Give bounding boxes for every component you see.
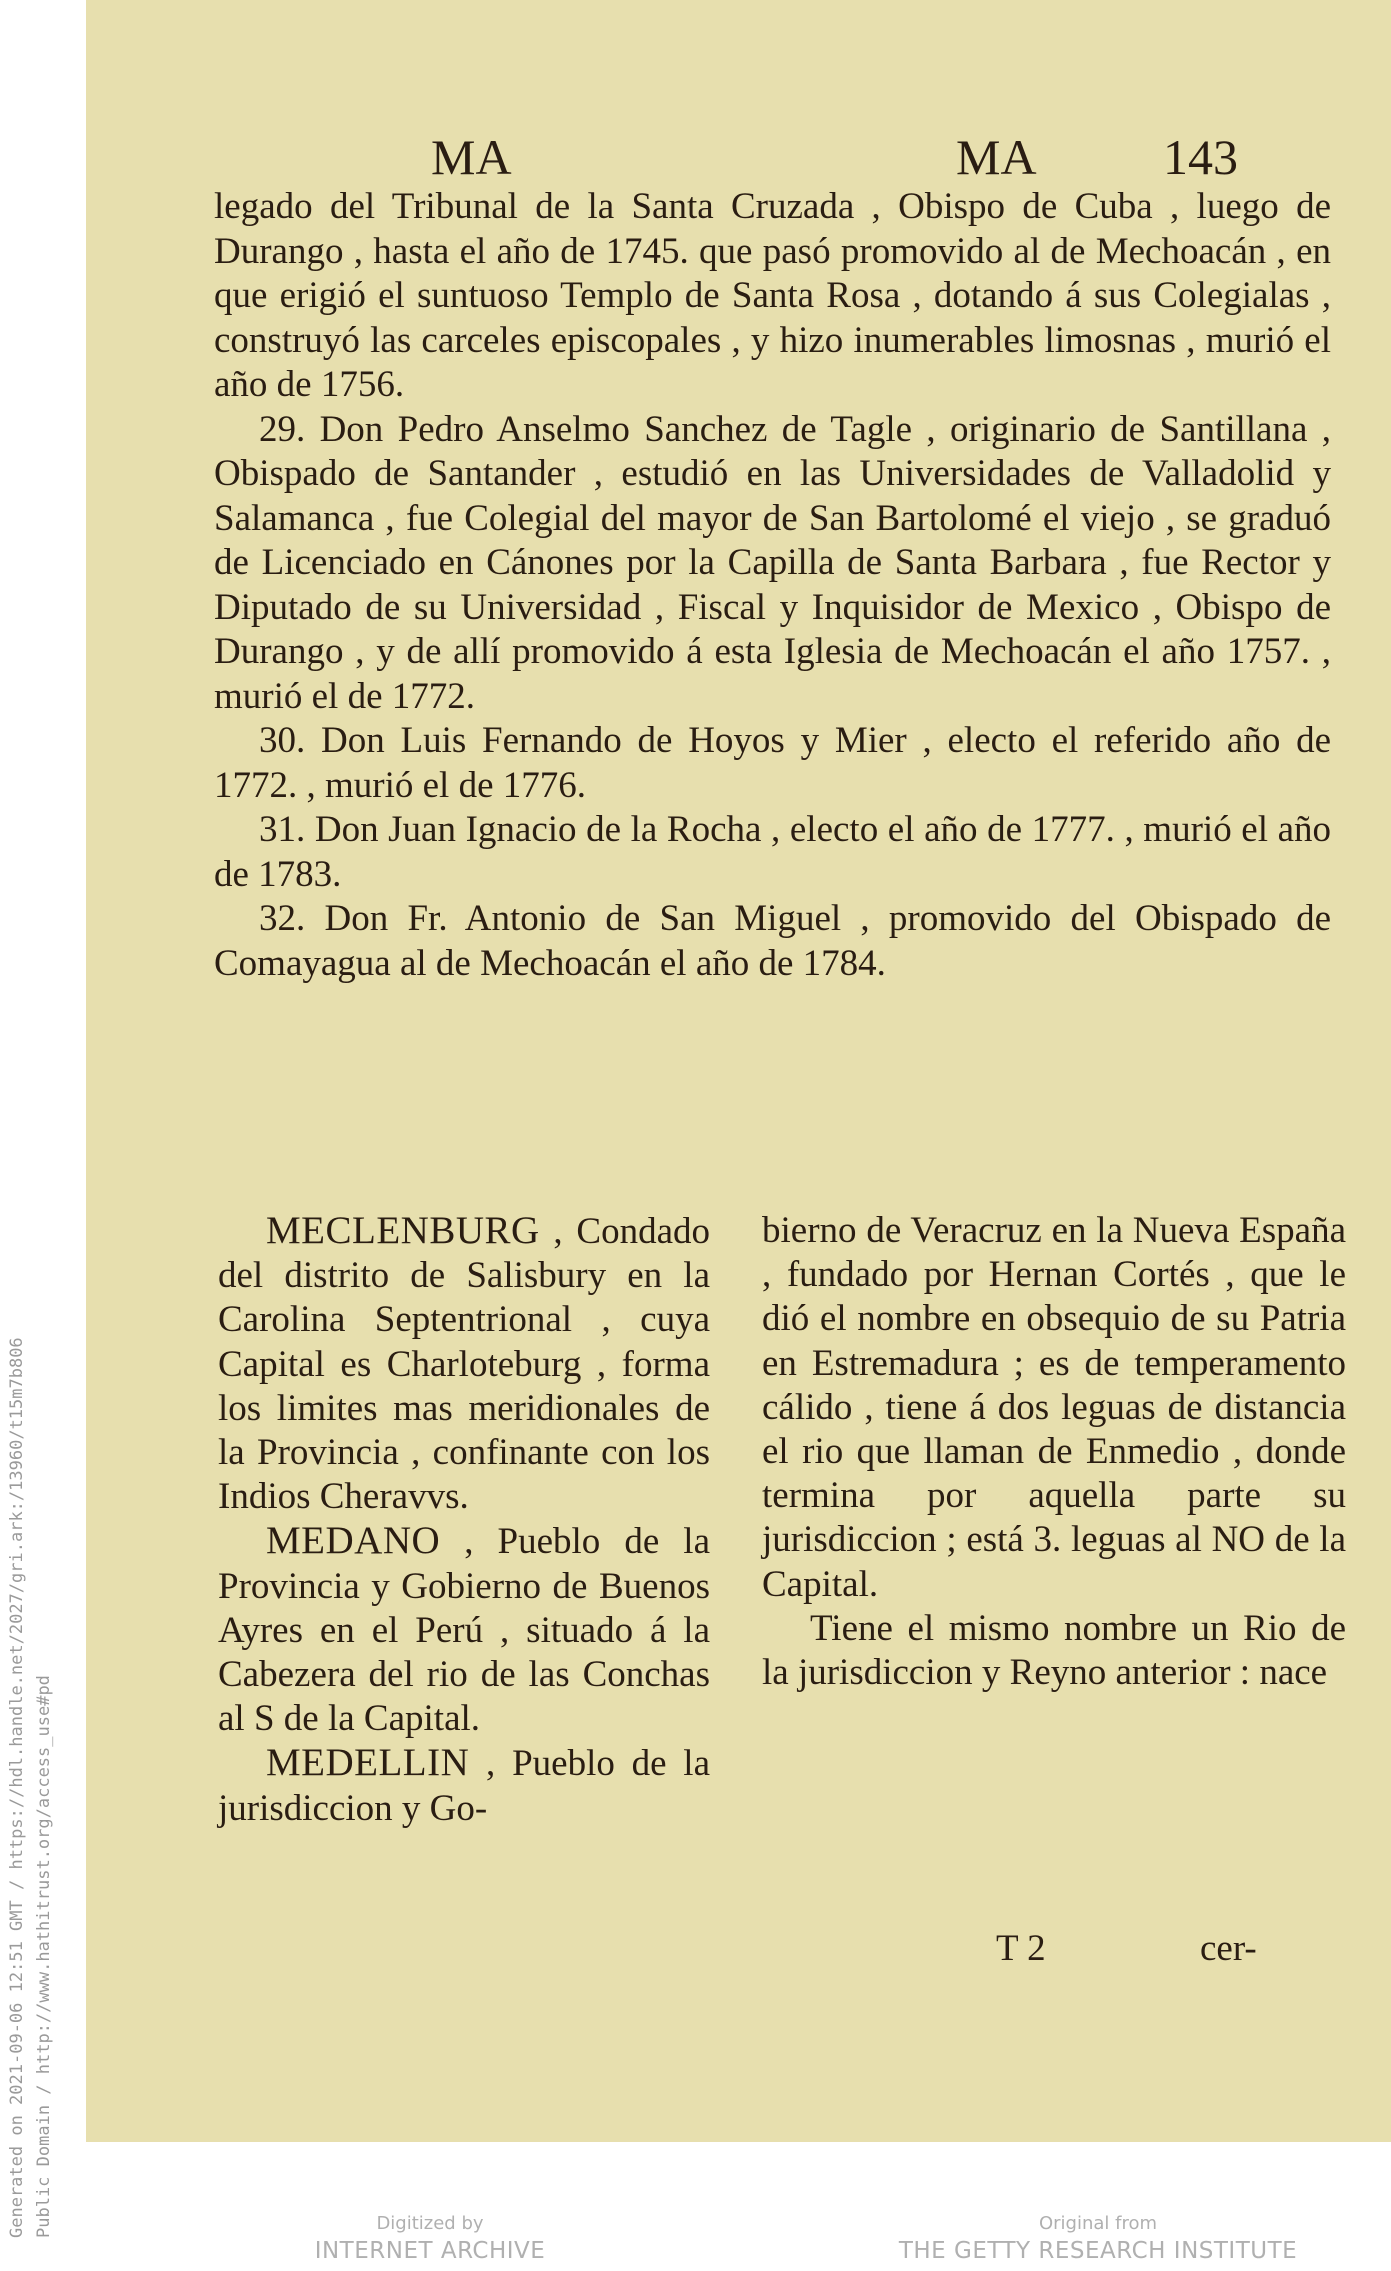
footer-digitized-label: Digitized by: [376, 2213, 484, 2234]
footer-getty: THE GETTY RESEARCH INSTITUTE: [898, 2238, 1298, 2264]
page-number: 143: [1163, 129, 1238, 185]
running-head-center: MA: [956, 129, 1037, 185]
paragraph: 32. Don Fr. Antonio de San Miguel , promovido del Obispado de Comayagua al de Mechoacán el año de 1784.: [214, 898, 1331, 984]
catchword: cer-: [1200, 1928, 1257, 1969]
entry: [218, 1209, 710, 1519]
entry-headword: MECLENBURG: [266, 1209, 540, 1252]
entry: [218, 1741, 710, 1830]
book-page: [86, 0, 1391, 2142]
entry-text: , Pueblo de la jurisdiccion y Go-: [218, 1743, 710, 1829]
running-head-left: MA: [431, 129, 512, 185]
paragraph: 31. Don Juan Ignacio de la Rocha , electo el año de 1777. , murió el año de 1783.: [214, 809, 1331, 895]
stamp-line-generated: Generated on 2021-09-06 12:51 GMT / https://hdl.handle.net/2027/gri.ark:/13960/t15m7b806: [7, 1337, 27, 2238]
left-column: [218, 1209, 710, 1831]
entry-headword: MEDELLIN: [266, 1741, 470, 1785]
right-column: [762, 1209, 1346, 1695]
signature-line: [86, 1927, 1391, 1971]
signature-mark: T 2: [996, 1928, 1046, 1969]
entry-text: , Condado del distrito de Salisbury en la Carolina Septentrional , cuya Capital es Charloteburg , forma los limites mas meridionales de la Provincia , confinante con los Indios Cheravvs.: [218, 1211, 710, 1518]
stamp-line-public-domain: Public Domain / http://www.hathitrust.org/access_use#pd: [34, 1675, 54, 2238]
paragraph: 30. Don Luis Fernando de Hoyos y Mier , electo el referido año de 1772. , murió el de 1776.: [214, 720, 1331, 806]
footer-internet-archive: INTERNET ARCHIVE: [314, 2238, 546, 2264]
hathitrust-stamp: [4, 1158, 66, 2238]
paragraph: 29. Don Pedro Anselmo Sanchez de Tagle , originario de Santillana , Obispado de Santander , estudió en las Universidades de Valladolid y Salamanca , fue Colegial del mayor de San Bartolomé el viejo , se graduó de Licenciado en Cánones por la Capilla de Santa Barbara , fue Rector y Diputado de su Universidad , Fiscal y Inquisidor de Mexico , Obispo de Durango , y de allí promovido á esta Iglesia de Mechoacán el año 1757. , murió el de 1772.: [214, 408, 1331, 717]
running-head: [86, 122, 1391, 192]
entry: [218, 1519, 710, 1741]
paragraph: legado del Tribunal de la Santa Cruzada , Obispo de Cuba , luego de Durango , hasta el año de 1745. que pasó promovido al de Mechoacán , en que erigió el suntuoso Templo de Santa Rosa , dotando á sus Colegialas , construyó las carceles episcopales , y hizo inumerables limosnas , murió el año de 1756.: [214, 186, 1331, 405]
footer-original-label: Original from: [1038, 2213, 1158, 2234]
paragraph: Tiene el mismo nombre un Rio de la jurisdiccion y Reyno anterior : nace: [762, 1607, 1346, 1694]
footer-original-from: [798, 2212, 1391, 2266]
paragraph: bierno de Veracruz en la Nueva España , fundado por Hernan Cortés , que le dió el nombre en obsequio de su Patria en Estremadura ; es de temperamento cálido , tiene á dos leguas de distancia el rio que llaman de Enmedio , donde termina por aquella parte su jurisdiccion ; está 3. leguas al NO de la Capital.: [762, 1210, 1346, 1605]
entry-text: , Pueblo de la Provincia y Gobierno de Buenos Ayres en el Perú , situado á la Cabezera del rio de las Conchas al S de la Capital.: [218, 1521, 710, 1740]
footer-digitized-by: [130, 2212, 730, 2266]
entry-headword: MEDANO: [266, 1519, 441, 1563]
full-width-text: [214, 185, 1331, 986]
